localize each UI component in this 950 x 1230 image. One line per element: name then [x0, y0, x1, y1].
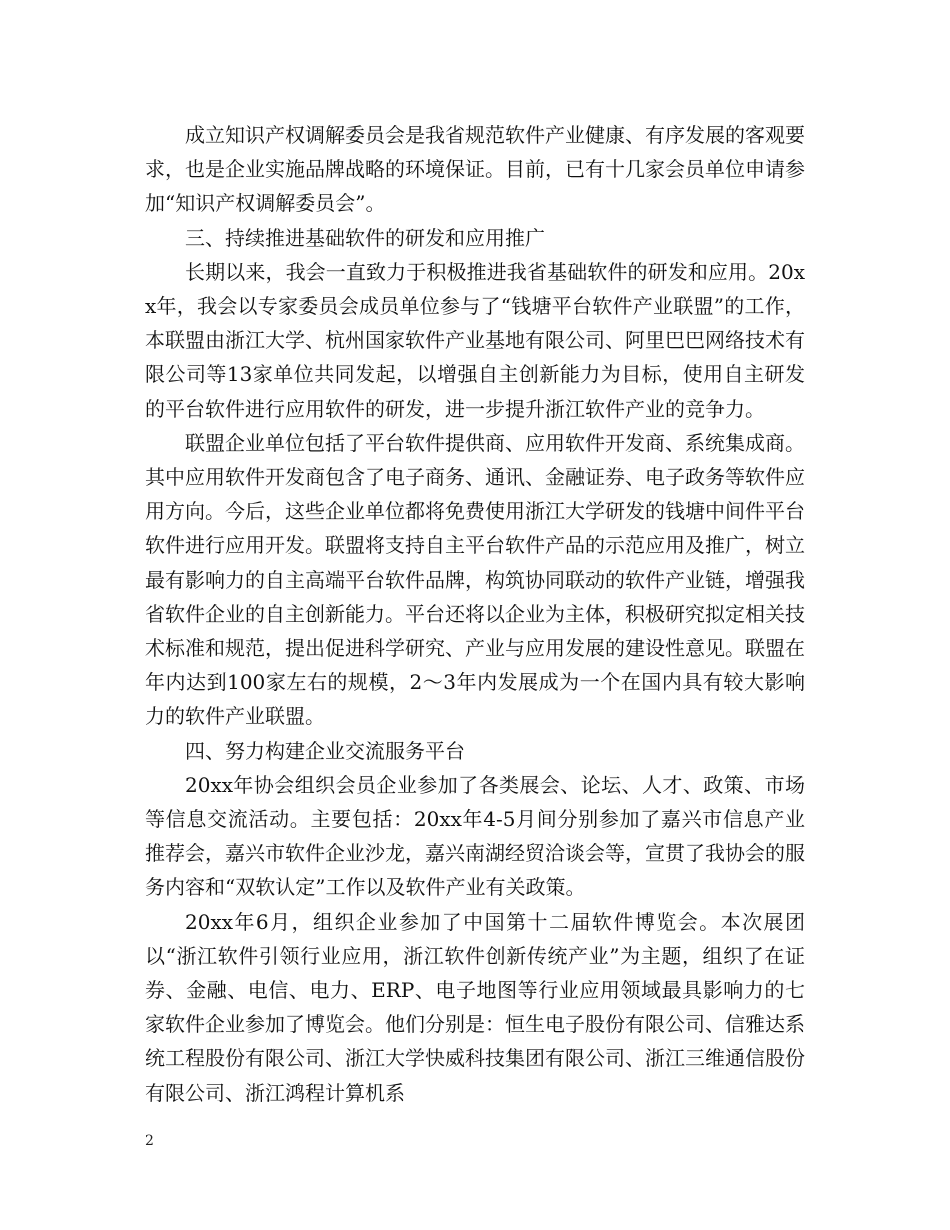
- page-number: 2: [145, 1133, 154, 1149]
- paragraph-ip-mediation: 成立知识产权调解委员会是我省规范软件产业健康、有序发展的客观要求，也是企业实施品牌战略的环境保证。目前，已有十几家会员单位申请参加“知识产权调解委员会”。: [145, 123, 805, 216]
- section-heading-3: 三、持续推进基础软件的研发和应用推广: [185, 225, 545, 250]
- paragraph-alliance: 联盟企业单位包括了平台软件提供商、应用软件开发商、系统集成商。其中应用软件开发商包含了电子商务、通讯、金融证券、电子政务等软件应用方向。今后，这些企业单位都将免费使用浙江大学研发的钱塘中间件平台软件进行应用开发。联盟将支持自主平台软件产品的示范应用及推广，树立最有影响力的自主高端平台软件品牌，构筑协同联动的软件产业链，增强我省软件企业的自主创新能力。平台还将以企业为主体，积极研究拟定相关技术标准和规范，提出促进科学研究、产业与应用发展的建设性意见。联盟在年内达到100家左右的规模，2～3年内发展成为一个在国内具有较大影响力的软件产业联盟。: [145, 430, 805, 729]
- paragraph-exchange-activities: 20xx年协会组织会员企业参加了各类展会、论坛、人才、政策、市场等信息交流活动。主要包括：20xx年4-5月间分别参加了嘉兴市信息产业推荐会，嘉兴市软件企业沙龙，嘉兴南湖经贸洽谈会等，宣贯了我协会的服务内容和“双软认定”工作以及软件产业有关政策。: [145, 772, 805, 900]
- paragraph-basic-software: 长期以来，我会一直致力于积极推进我省基础软件的研发和应用。20xx年，我会以专家委员会成员单位参与了“钱塘平台软件产业联盟”的工作，本联盟由浙江大学、杭州国家软件产业基地有限公司、阿里巴巴网络技术有限公司等13家单位共同发起，以增强自主创新能力为目标，使用自主研发的平台软件进行应用软件的研发，进一步提升浙江软件产业的竞争力。: [145, 259, 805, 421]
- document-body: [145, 118, 805, 1110]
- paragraph-software-expo: 20xx年6月，组织企业参加了中国第十二届软件博览会。本次展团以“浙江软件引领行业应用，浙江软件创新传统产业”为主题，组织了在证券、金融、电信、电力、ERP、电子地图等行业应用领域最具影响力的七家软件企业参加了博览会。他们分别是：恒生电子股份有限公司、信雅达系统工程股份有限公司、浙江大学快威科技集团有限公司、浙江三维通信股份有限公司、浙江鸿程计算机系: [145, 909, 805, 1105]
- section-heading-4: 四、努力构建企业交流服务平台: [185, 738, 465, 763]
